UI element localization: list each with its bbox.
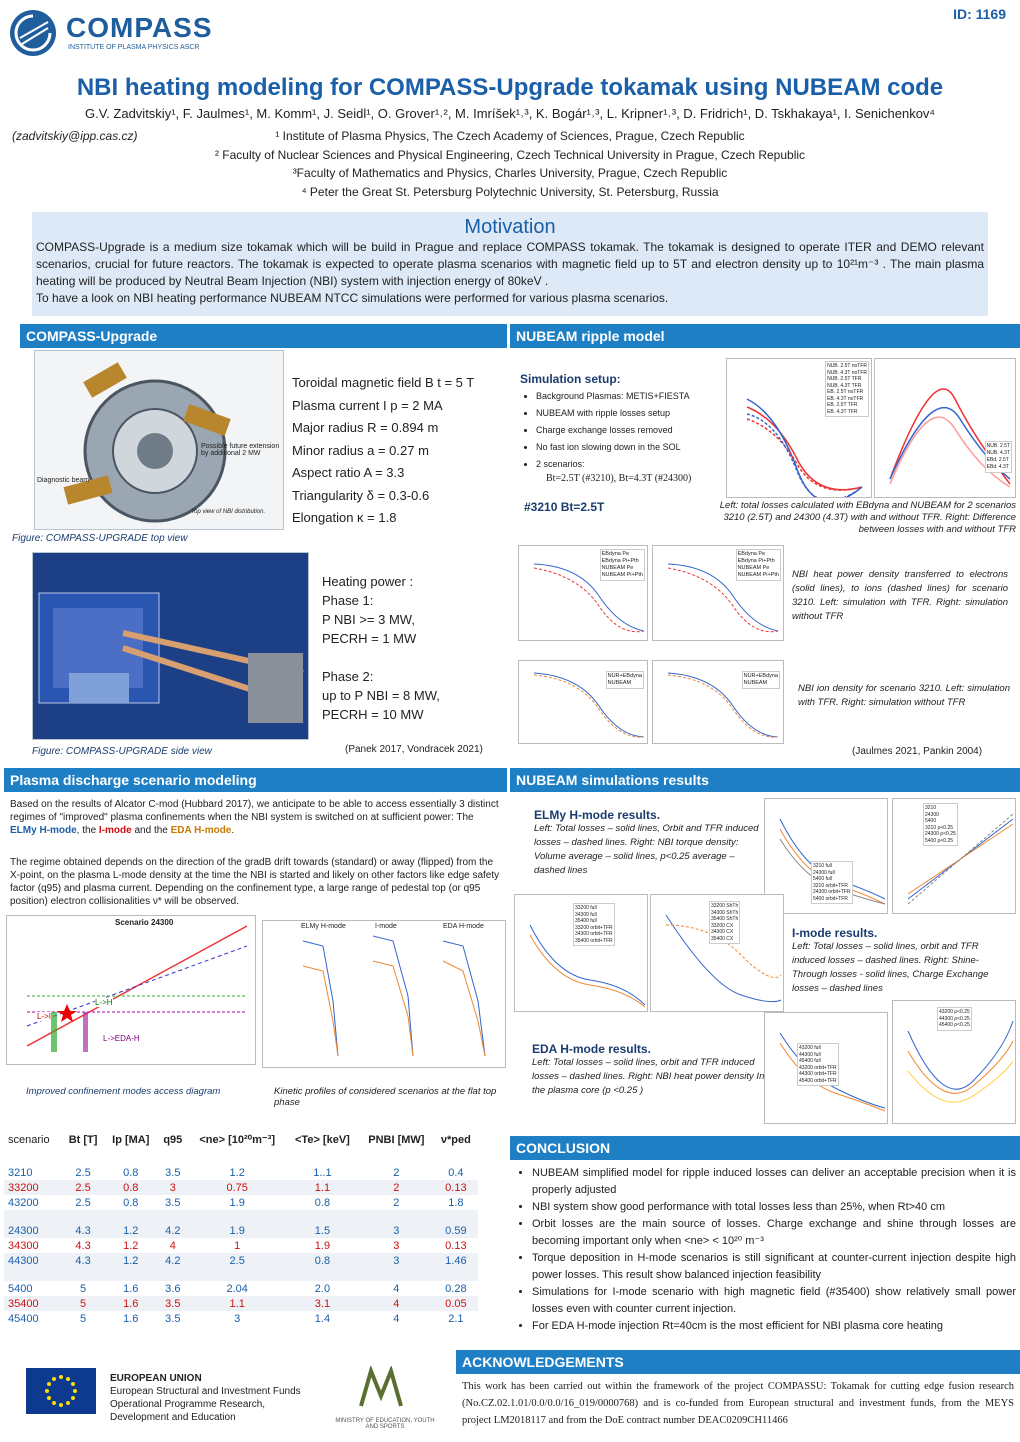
legend-entry: NUB. 4.3T: [986, 450, 1010, 456]
table-cell: 2.5: [75, 1196, 91, 1209]
phase2-label: Phase 2:: [322, 669, 374, 684]
table-cell: 34300: [8, 1239, 39, 1252]
legend-entry: NUBEAM: [743, 680, 768, 686]
table-row: [4, 1223, 478, 1238]
kin-title-elmy: ELMy H-mode: [301, 923, 346, 930]
motivation-heading: Motivation: [464, 216, 556, 238]
table-cell: 4.2: [165, 1224, 181, 1237]
table-cell: 1.2: [123, 1239, 139, 1252]
legend-entry: NUBEAM Pi+Pth: [601, 572, 643, 578]
table-cell: 0.13: [445, 1239, 467, 1252]
table-spacer-row: [4, 1268, 478, 1281]
table-cell: 1.9: [229, 1196, 245, 1209]
elmy-results-title: ELMy H-mode results.: [534, 808, 661, 822]
table-cell: 2: [393, 1181, 400, 1194]
legend-entry: 34300 CX: [711, 929, 734, 935]
heating-power-block: [322, 572, 440, 724]
table-cell: 3.5: [165, 1297, 181, 1310]
access-diagram: [6, 915, 256, 1065]
access-diagram-caption: Improved confinement modes access diagram: [26, 1086, 221, 1097]
affiliation-2: ² Faculty of Nuclear Sciences and Physical Engineering, Czech Technical University in Prague, Czech Republic: [214, 148, 806, 162]
table-row: [4, 1281, 478, 1296]
eu-stars-icon: [26, 1368, 96, 1414]
table-cell: 24300: [8, 1224, 39, 1237]
motivation-box: [32, 212, 988, 316]
table-cell: 3: [169, 1181, 176, 1194]
table-cell: 3.5: [165, 1166, 181, 1179]
setup-item: • Charge exchange losses removed: [536, 422, 720, 439]
table-cell: 3210: [8, 1166, 33, 1179]
top-view-caption: Figure: COMPASS-UPGRADE top view: [12, 533, 188, 544]
table-cell: 5: [80, 1282, 87, 1295]
affiliation-4: ⁴ Peter the Great St. Petersburg Polytechnic University, St. Petersburg, Russia: [301, 185, 719, 199]
scenario-text: Based on the results of Alcator C-mod (Hubbard 2017), we anticipate to be able to access essentially 3 distinct regimes of "improved" plasma confinements when the NBI system is switched on at sufficient power: The: [10, 799, 499, 823]
top-view-label: Top view of NBI distribution.: [191, 509, 266, 515]
phase1-nbi: P NBI >= 3 MW,: [322, 612, 415, 627]
legend-entry: EBdyna Pi+Pth: [601, 558, 639, 564]
results-heading: NUBEAM simulations results: [510, 768, 1020, 792]
kinetic-profiles-chart: [263, 921, 505, 1067]
legend-entry: NUB. 2.5T noTFR: [827, 363, 867, 369]
eda-label: EDA H-mode: [170, 825, 232, 836]
imode-losses-plot: [514, 894, 648, 1012]
legend-entry: NUBEAM: [607, 680, 632, 686]
setup-title: Simulation setup:: [520, 372, 621, 386]
authors: G.V. Zadvitskiy¹, F. Jaulmes¹, M. Komm¹, J. Seidl¹, O. Grover¹˒², M. Imríšek¹˒³, K. Bogár¹˒³, L. Kripner¹˒³, D. Fridrich¹, D. Tskhakaya¹, I. Senichenkov⁴: [84, 106, 936, 121]
table-cell: 0.8: [314, 1196, 331, 1209]
msmt-logo-icon: [356, 1366, 406, 1410]
table-cell: 3.6: [165, 1282, 181, 1295]
power-right-legend: [736, 549, 781, 581]
compass-reference: (Panek 2017, Vondracek 2021): [345, 744, 483, 755]
table-cell: 45400: [8, 1312, 39, 1325]
table-cell: 3: [393, 1224, 400, 1237]
table-cell: 5400: [8, 1282, 33, 1295]
phase1-ecrh: PECRH = 1 MW: [322, 631, 417, 646]
losses-plot-right: [874, 358, 1016, 498]
table-cell: 4: [169, 1239, 176, 1252]
kinetic-caption: Kinetic profiles of considered scenarios at the flat top phase: [274, 1086, 497, 1108]
poster-id: ID: 1169: [953, 6, 1006, 22]
ripple-reference: (Jaulmes 2021, Pankin 2004): [852, 746, 983, 757]
legend-entry: 3210 ρ<0.25: [925, 824, 954, 831]
table-cell: 0.4: [448, 1166, 464, 1179]
conclusion-list-wrap: [512, 1165, 1016, 1335]
legend-entry: EBdyna Pi+Pth: [737, 558, 775, 564]
table-cell: 1.2: [229, 1166, 245, 1179]
legend-entry: 35400 CX: [711, 935, 734, 942]
elmy-label: ELMy H-mode: [10, 825, 77, 836]
future-extension-label: Possible future extension by additional 2 MW: [201, 443, 280, 457]
table-row: [4, 1296, 478, 1311]
legend-entry: 33200 full: [575, 905, 597, 911]
imode-shth-legend: [709, 901, 740, 944]
scenario-3210-label: #3210 Bt=2.5T: [524, 500, 605, 514]
table-cell: 3: [393, 1239, 400, 1252]
col-header: PNBI [MW]: [368, 1133, 425, 1146]
conclusion-list: [512, 1165, 1016, 1335]
side-view-image: [32, 552, 309, 740]
legend-entry: NUR+EBdyna: [743, 673, 778, 679]
ion-plot-left: [518, 660, 648, 744]
elmy-losses-legend: [811, 861, 853, 904]
elmy-results-text: [534, 808, 764, 878]
legend-entry: 43200 full: [799, 1045, 821, 1051]
setup-item: • Background Plasmas: METIS+FIESTA: [536, 388, 720, 405]
kinetic-profiles: [262, 920, 506, 1068]
conclusion-heading: CONCLUSION: [510, 1136, 1020, 1160]
table-cell: 0.75: [226, 1181, 248, 1194]
affiliation-3: ³Faculty of Mathematics and Physics, Charles University, Prague, Czech Republic: [292, 166, 728, 180]
compass-parameters: [292, 372, 474, 530]
legend-entry: EBdyna Pe: [737, 551, 766, 557]
ion-left-legend: [606, 671, 644, 689]
table-cell: 43200: [8, 1196, 39, 1209]
legend-entry: 45400 full: [799, 1058, 821, 1064]
legend-entry: 44300 orbit+TFR: [799, 1071, 837, 1077]
imode-results-text: [792, 926, 1012, 996]
legend-entry: 3210 full: [813, 863, 832, 869]
param-ip: Plasma current I p = 2 MA: [292, 397, 443, 413]
tokamak-side-view-drawing: [33, 553, 308, 739]
scenario-table: [4, 1132, 478, 1326]
conclusion-item: • Orbit losses are the main source of losses. Charge exchange and shine through losses are becoming important only when <ne> < 10²⁰ m⁻³: [532, 1216, 1016, 1250]
legend-entry: 34300 full: [575, 911, 597, 918]
col-header: ν*ped: [440, 1133, 471, 1146]
power-left-legend: [600, 549, 645, 581]
col-header: scenario: [8, 1133, 50, 1146]
top-view-image: [34, 350, 284, 530]
phase2-nbi: up to P NBI = 8 MW,: [322, 688, 440, 703]
legend-entry: EBd. 2.5T: [986, 457, 1009, 463]
legend-entry: EBdyna Pe: [601, 551, 630, 557]
legend-entry: 45400 orbit+TFR: [799, 1077, 837, 1084]
email: (zadvitskiy@ipp.cas.cz): [12, 129, 138, 143]
table-spacer-row: [4, 1210, 478, 1223]
imode-shth-plot: [650, 894, 784, 1012]
legend-entry: NUBEAM Pi+Pth: [737, 572, 779, 578]
legend-entry: 43200 orbit+TFR: [799, 1064, 837, 1071]
table-cell: 4: [393, 1312, 400, 1325]
legend-entry: 5400 orbit+TFR: [813, 895, 848, 902]
compass-upgrade-heading: COMPASS-Upgrade: [20, 324, 507, 348]
conclusion-item: • NUBEAM simplified model for ripple induced losses can deliver an acceptable precision when it is properly adjusted: [532, 1165, 1016, 1199]
imode-results-caption: Left: Total losses – solid lines, orbit and TFR induced losses – dashed lines. Right: Shine-Through losses - solid lines, Charge Exchange losses – dashed lines: [792, 941, 989, 994]
elmy-results-caption: Left: Total losses – solid lines, Orbit and TFR induced losses – dashed lines. Right: NBI torque density: Volume average – solid lines, p<0.25 average – dashed lines: [534, 823, 759, 876]
losses-left-legend: [825, 361, 869, 417]
param-triangularity: Triangularity δ = 0.3-0.6: [292, 487, 430, 503]
eu-line-2: European Structural and Investment Funds: [110, 1386, 301, 1397]
diagnostic-beam-label: Diagnostic beam: [37, 477, 90, 484]
table-row: [4, 1180, 478, 1195]
ack-text: This work has been carried out within the framework of the project COMPASSU: Tokamak for cutting edge fusion research (No.CZ.02.1.01/0.0/0.0/16_019/0000768) and is co-funded from European structural and investment funds, from the MEYS project LM2018117 and from the DoE contract number DEAC0209CH11466: [462, 1381, 1014, 1426]
eu-line-1: EUROPEAN UNION: [110, 1373, 202, 1384]
table-cell: 44300: [8, 1254, 39, 1267]
setup-item: • NUBEAM with ripple losses setup: [536, 405, 720, 422]
scenario-heading: Plasma discharge scenario modeling: [4, 768, 507, 792]
legend-entry: NUBEAM Pe: [737, 565, 770, 571]
table-cell: 2: [393, 1196, 400, 1209]
table-row: [4, 1238, 478, 1253]
phase2-ecrh: PECRH = 10 MW: [322, 707, 424, 722]
legend-entry: 3210: [925, 805, 937, 811]
legend-entry: EB. 2.5T noTFR: [827, 389, 864, 395]
table-row: [4, 1195, 478, 1210]
table-cell: 0.28: [445, 1282, 467, 1295]
legend-entry: 24300 ρ<0.25: [925, 831, 956, 837]
imode-losses-legend: [573, 903, 615, 946]
legend-entry: NUB. 4.3T TFR: [827, 382, 862, 389]
legend-entry: 44300 full: [799, 1051, 821, 1058]
table-cell: 4: [393, 1297, 400, 1310]
legend-entry: 34300 orbit+TFR: [575, 931, 613, 937]
table-cell: 3: [234, 1312, 241, 1325]
losses-caption: Left: total losses calculated with EBdyna and NUBEAM for 2 scenarios 3210 (2.5T) and 24300 (4.3T) with and without TFR. Right: Difference between losses with and without TFR: [719, 500, 1016, 535]
eda-results-text: [532, 1042, 772, 1098]
eu-text: [110, 1372, 301, 1424]
eda-results-title: EDA H-mode results.: [532, 1042, 651, 1056]
table-row: [4, 1165, 478, 1180]
param-bt: Toroidal magnetic field B t = 5 T: [292, 375, 475, 390]
logo-subtext: INSTITUTE OF PLASMA PHYSICS ASCR: [68, 44, 200, 51]
kin-title-eda: EDA H-mode: [443, 923, 484, 930]
scenario-paragraph-1: [10, 798, 500, 837]
table-row: [4, 1253, 478, 1268]
table-cell: 4.3: [75, 1254, 91, 1267]
eda-power-legend: [937, 1007, 972, 1031]
legend-entry: EBd. 4.3T: [986, 464, 1009, 470]
losses-right-chart: [875, 359, 1015, 497]
eda-losses-legend: [797, 1043, 839, 1086]
ion-plot-right: [652, 660, 784, 744]
table-cell: 1.1: [229, 1297, 245, 1310]
table-cell: 4.3: [75, 1239, 91, 1252]
compass-logo: [8, 8, 218, 58]
legend-entry: 3210 orbit+TFR: [813, 882, 848, 889]
legend-entry: NUR+EBdyna: [607, 673, 642, 679]
table-cell: 1.46: [445, 1254, 467, 1267]
table-cell: 1.9: [314, 1239, 331, 1252]
sep: and the: [131, 825, 171, 836]
legend-entry: 33200 ShTh: [711, 903, 739, 909]
table-cell: 4: [393, 1282, 400, 1295]
legend-entry: NUB. 2.5T: [986, 443, 1010, 449]
sep: .: [231, 825, 235, 836]
elmy-torque-legend: [923, 803, 958, 846]
param-aspect-ratio: Aspect ratio A = 3.3: [292, 465, 405, 480]
param-elongation: Elongation κ = 1.8: [292, 510, 397, 525]
table-cell: 0.8: [123, 1196, 139, 1209]
legend-entry: 45400 ρ<0.25: [939, 1022, 970, 1028]
legend-entry: 34300 ShTh: [711, 909, 739, 916]
table-cell: 2.5: [75, 1181, 91, 1194]
affiliation-1: ¹ Institute of Plasma Physics, The Czech Academy of Sciences, Prague, Czech Republic: [275, 129, 745, 143]
col-header: q95: [163, 1133, 183, 1146]
legend-entry: 24300: [925, 811, 939, 818]
setup-item: • 2 scenarios:: [536, 456, 720, 473]
motivation-text: COMPASS-Upgrade is a medium size tokamak which will be build in Prague and replace COMPASS tokamak. The tokamak is designed to operate ITER and DEMO relevant scenarios, crucial for future reactors. The tokamak is expected to operate plasma scenarios with magnetic field up to 5T and electron density up to 10²¹m⁻³ . The main plasma heating will be produced by Neutral Beam Injection (NBI) system with injection energy of 80keV .: [36, 240, 984, 288]
legend-entry: 5400: [925, 818, 937, 824]
conclusion-item: • For EDA H-mode injection Rt=40cm is the most efficient for NBI plasma core heating: [532, 1318, 1016, 1335]
table-row: [4, 1311, 478, 1326]
table-cell: 0.8: [123, 1166, 139, 1179]
conclusion-item: • Torque deposition in H-mode scenarios is still significant at counter-current injection despite high power losses. This result show balanced injection feasibility: [532, 1250, 1016, 1284]
ministry-logo: [340, 1366, 420, 1414]
table-cell: 3: [393, 1254, 400, 1267]
table-cell: 0.8: [314, 1254, 331, 1267]
table-cell: 0.59: [445, 1224, 467, 1237]
table-cell: 1.1: [314, 1181, 331, 1194]
ion-caption: NBI ion density for scenario 3210. Left: simulation with TFR. Right: simulation without TFR: [798, 683, 1010, 708]
table-cell: 0.8: [123, 1181, 139, 1194]
table-cell: 2: [393, 1166, 400, 1179]
ack-heading: ACKNOWLEDGEMENTS: [456, 1350, 1020, 1374]
eda-power-plot: [892, 1000, 1016, 1124]
ministry-text: MINISTRY OF EDUCATION, YOUTH AND SPORTS: [335, 1418, 435, 1430]
table-cell: 3.1: [314, 1297, 331, 1310]
table-cell: 1.6: [123, 1312, 139, 1325]
legend-entry: 35400 ShTh: [711, 916, 739, 922]
eu-flag: [26, 1368, 96, 1414]
power-plot-left: [518, 545, 648, 641]
scenario-paragraph-2: The regime obtained depends on the direction of the gradB drift towards (standard) or away (flipped) from the X-point, on the plasma L-mode density at the time the NBI is started and likely on other factors like edge safety factor (q95) and plasma current. Depending on the confinement type, a large range of pedestal top (or q95 position) electron collisionalities ν* will be observed.: [10, 857, 500, 907]
legend-entry: 35400 full: [575, 918, 597, 924]
imode-label: I-mode: [98, 825, 132, 836]
compass-logo-icon: [8, 8, 60, 58]
logo-text: COMPASS: [66, 12, 213, 43]
motivation-text-2: To have a look on NBI heating performance NUBEAM NTCC simulations were performed for various plasma scenarios.: [36, 291, 669, 305]
setup-sub: Bt=2.5T (#3210), Bt=4.3T (#24300): [546, 473, 692, 484]
legend-entry: EB. 4.3T noTFR: [827, 395, 864, 402]
conclusion-item: • Simulations for I-mode scenario with high magnetic field (#35400) show relatively small power losses even with counter current injection.: [532, 1284, 1016, 1318]
table-cell: 2.0: [314, 1282, 331, 1295]
legend-entry: 24300 orbit+TFR: [813, 889, 851, 895]
legend-entry: NUB. 2.5T TFR: [827, 376, 862, 382]
table-cell: 35400: [8, 1297, 39, 1310]
ion-right-legend: [742, 671, 780, 689]
legend-entry: NUBEAM Pe: [601, 565, 634, 571]
table-cell: 5: [80, 1312, 87, 1325]
legend-entry: 5400 ρ<0.25: [925, 837, 954, 844]
table-cell: 1.6: [123, 1297, 139, 1310]
kin-title-imode: I-mode: [375, 923, 397, 930]
leda-label: L->EDA-H: [103, 1034, 140, 1043]
table-cell: 1.8: [448, 1196, 464, 1209]
eda-losses-plot: [764, 1012, 888, 1124]
table-cell: 1.2: [123, 1224, 139, 1237]
param-minor-radius: Minor radius a = 0.27 m: [292, 442, 429, 458]
setup-item: • No fast ion slowing down in the SOL: [536, 439, 720, 456]
li-label: L->I: [37, 1012, 52, 1021]
legend-entry: 44300 ρ<0.25: [939, 1015, 970, 1022]
legend-entry: 33200 CX: [711, 922, 734, 929]
legend-entry: 33200 orbit+TFR: [575, 924, 613, 931]
table-cell: 1.5: [314, 1224, 331, 1237]
legend-entry: NUB. 4.3T noTFR: [827, 369, 867, 376]
table-cell: 1.2: [123, 1254, 139, 1267]
imode-results-title: I-mode results.: [792, 926, 878, 940]
elmy-torque-plot: [892, 798, 1016, 914]
losses-plot-left: [726, 358, 872, 498]
eu-line-3: Operational Programme Research,: [110, 1399, 266, 1410]
table-cell: 4.3: [75, 1224, 91, 1237]
col-header: <ne> [10²⁰m⁻³]: [199, 1134, 275, 1146]
table-cell: 1.9: [229, 1224, 245, 1237]
power-caption: NBI heat power density transferred to electrons (solid lines), to ions (dashed lines) for scenario 3210. Left: simulation with TFR. Right: simulation without TFR: [792, 569, 1008, 622]
conclusion-item: • NBI system show good performance with total losses less than 25%, when Rt>40 cm: [532, 1199, 1016, 1216]
table-cell: 5: [80, 1297, 87, 1310]
ripple-model-heading: NUBEAM ripple model: [510, 324, 1020, 348]
legend-entry: EB. 4.3T TFR: [827, 408, 858, 415]
table-cell: 2.5: [229, 1254, 245, 1267]
table-cell: 0.13: [445, 1181, 467, 1194]
table-cell: 3.5: [165, 1196, 181, 1209]
eda-results-caption: Left: Total losses – solid lines, orbit and TFR induced losses – dashed lines. Right: NBI heat power density In the plasma core (p <0.25 ): [532, 1057, 765, 1096]
lh-label: L->H: [95, 998, 113, 1007]
tokamak-top-view-drawing: [35, 351, 283, 529]
table-cell: 33200: [8, 1181, 39, 1194]
col-header: Bt [T]: [68, 1133, 98, 1146]
col-header: Ip [MA]: [112, 1133, 150, 1146]
table-cell: 2.1: [448, 1312, 464, 1325]
table-cell: 3.5: [165, 1312, 181, 1325]
phase1-label: Phase 1:: [322, 593, 374, 608]
table-cell: 4.2: [165, 1254, 181, 1267]
table-cell: 1: [234, 1239, 241, 1252]
sep: , the: [76, 825, 99, 836]
table-cell: 1.4: [314, 1312, 331, 1325]
side-view-caption: Figure: COMPASS-UPGRADE side view: [32, 746, 212, 757]
legend-entry: EB. 2.5T TFR: [827, 402, 858, 408]
simulation-setup: [520, 372, 720, 514]
legend-entry: 35400 orbit+TFR: [575, 937, 613, 944]
power-plot-right: [652, 545, 784, 641]
legend-entry: 5400 full: [813, 876, 832, 882]
table-cell: 2.04: [226, 1282, 248, 1295]
table-cell: 2.5: [75, 1166, 91, 1179]
legend-entry: 24300 full: [813, 869, 835, 876]
poster-title: NBI heating modeling for COMPASS-Upgrade tokamak using NUBEAM code: [76, 74, 944, 101]
eu-line-4: Development and Education: [110, 1412, 236, 1423]
table-cell: 1..1: [313, 1166, 332, 1179]
table-cell: 1.6: [123, 1282, 139, 1295]
legend-entry: 43200 ρ<0.25: [939, 1009, 970, 1015]
losses-right-legend: [985, 441, 1012, 473]
table-cell: 0.05: [445, 1297, 467, 1310]
access-diagram-title: Scenario 24300: [115, 918, 174, 927]
param-major-radius: Major radius R = 0.894 m: [292, 420, 439, 435]
scenario-table-wrap: [4, 1132, 504, 1326]
heating-title: Heating power :: [322, 574, 414, 589]
col-header: <Te> [keV]: [295, 1133, 350, 1146]
